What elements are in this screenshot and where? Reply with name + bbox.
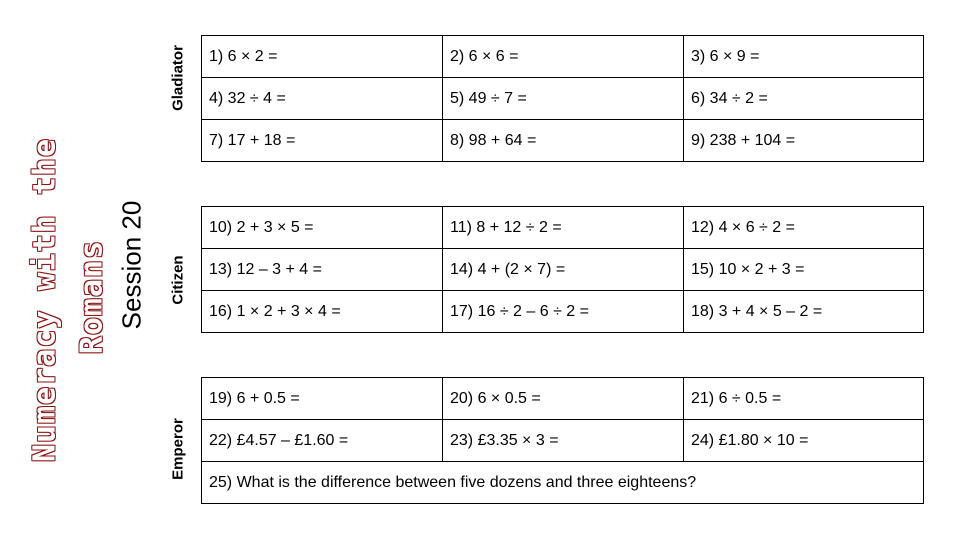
question-cell: 5) 49 ÷ 7 = bbox=[443, 78, 684, 120]
table-row bbox=[202, 291, 924, 333]
question-cell: 11) 8 + 12 ÷ 2 = bbox=[443, 207, 684, 249]
question-cell: 15) 10 × 2 + 3 = bbox=[684, 249, 924, 291]
table-row bbox=[202, 420, 924, 462]
session-label: Session 20 bbox=[116, 200, 147, 330]
question-cell: 4) 32 ÷ 4 = bbox=[202, 78, 443, 120]
table-row bbox=[202, 78, 924, 120]
question-cell: 22) £4.57 – £1.60 = bbox=[202, 420, 443, 462]
table-row bbox=[202, 249, 924, 291]
emperor-questions-table bbox=[201, 377, 924, 504]
section-label-emperor: Emperor bbox=[169, 418, 187, 480]
question-cell: 19) 6 + 0.5 = bbox=[202, 378, 443, 420]
section-label-citizen: Citizen bbox=[169, 255, 187, 305]
question-cell: 6) 34 ÷ 2 = bbox=[684, 78, 924, 120]
question-cell: 18) 3 + 4 × 5 – 2 = bbox=[684, 291, 924, 333]
question-cell: 10) 2 + 3 × 5 = bbox=[202, 207, 443, 249]
worksheet-title-line1: Numeracy with the bbox=[27, 137, 63, 463]
question-cell: 20) 6 × 0.5 = bbox=[443, 378, 684, 420]
question-cell: 8) 98 + 64 = bbox=[443, 120, 684, 162]
question-cell: 13) 12 – 3 + 4 = bbox=[202, 249, 443, 291]
question-cell-wide: 25) What is the difference between five dozens and three eighteens? bbox=[202, 462, 924, 504]
table-row bbox=[202, 462, 924, 504]
gladiator-questions-table bbox=[201, 35, 924, 162]
question-cell: 3) 6 × 9 = bbox=[684, 36, 924, 78]
question-cell: 1) 6 × 2 = bbox=[202, 36, 443, 78]
question-cell: 17) 16 ÷ 2 – 6 ÷ 2 = bbox=[443, 291, 684, 333]
table-row bbox=[202, 120, 924, 162]
table-row bbox=[202, 378, 924, 420]
question-cell: 24) £1.80 × 10 = bbox=[684, 420, 924, 462]
table-row bbox=[202, 207, 924, 249]
question-cell: 14) 4 + (2 × 7) = bbox=[443, 249, 684, 291]
citizen-questions-table bbox=[201, 206, 924, 333]
question-cell: 23) £3.35 × 3 = bbox=[443, 420, 684, 462]
section-label-gladiator: Gladiator bbox=[169, 45, 187, 111]
question-cell: 9) 238 + 104 = bbox=[684, 120, 924, 162]
question-cell: 16) 1 × 2 + 3 × 4 = bbox=[202, 291, 443, 333]
worksheet-title-line2: Romans bbox=[74, 239, 110, 355]
question-cell: 7) 17 + 18 = bbox=[202, 120, 443, 162]
question-cell: 12) 4 × 6 ÷ 2 = bbox=[684, 207, 924, 249]
table-row bbox=[202, 36, 924, 78]
question-cell: 21) 6 ÷ 0.5 = bbox=[684, 378, 924, 420]
question-cell: 2) 6 × 6 = bbox=[443, 36, 684, 78]
